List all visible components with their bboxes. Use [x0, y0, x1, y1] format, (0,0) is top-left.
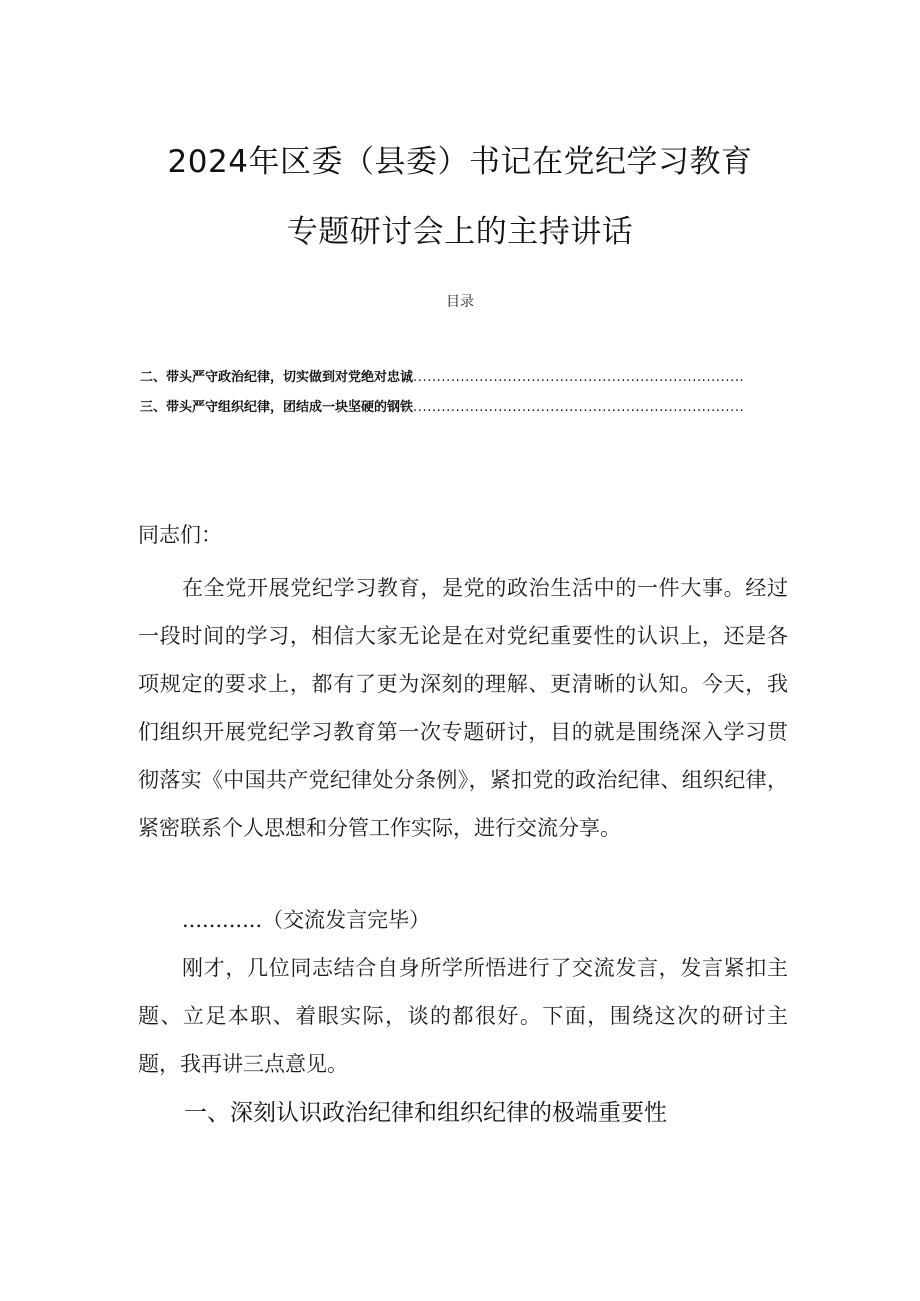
- toc-entry-leader: ......................................................................: [413, 370, 745, 385]
- body-paragraph-note: ............（交流发言完毕）: [182, 908, 431, 932]
- toc-entry-text: 二、带头严守政治纪律，切实做到对党绝对忠诚: [140, 370, 414, 385]
- toc-entry-text: 三、带头严守组织纪律，团结成一块坚硬的钢铁: [140, 400, 414, 415]
- toc-entry-leader: ......................................................................: [413, 400, 745, 415]
- document-title-line2: 专题研讨会上的主持讲话: [286, 214, 634, 250]
- toc-label: 目录: [446, 294, 474, 310]
- toc-entry[interactable]: [140, 396, 768, 416]
- body-paragraph: 刚才，几位同志结合自身所学所悟进行了交流发言，发言紧扣主题、立足本职、着眼实际，谈的都很好。下面，围绕这次的研讨主题，我再讲三点意见。: [138, 956, 788, 1076]
- salutation: 同志们：: [138, 523, 222, 547]
- document-title-line1: 2024年区委（县委）书记在党纪学习教育: [167, 144, 753, 180]
- body-paragraph: 在全党开展党纪学习教育，是党的政治生活中的一件大事。经过一段时间的学习，相信大家无论是在对党纪重要性的认识上，还是各项规定的要求上，都有了更为深刻的理解、更清晰的认知。今天，我们组织开展党纪学习教育第一次专题研讨，目的就是围绕深入学习贯彻落实《中国共产党纪律处分条例》，紧扣党的政治纪律、组织纪律，紧密联系个人思想和分管工作实际，进行交流分享。: [138, 576, 788, 840]
- section-heading: 一、深刻认识政治纪律和组织纪律的极端重要性: [184, 1100, 667, 1126]
- toc-entry[interactable]: [140, 366, 768, 386]
